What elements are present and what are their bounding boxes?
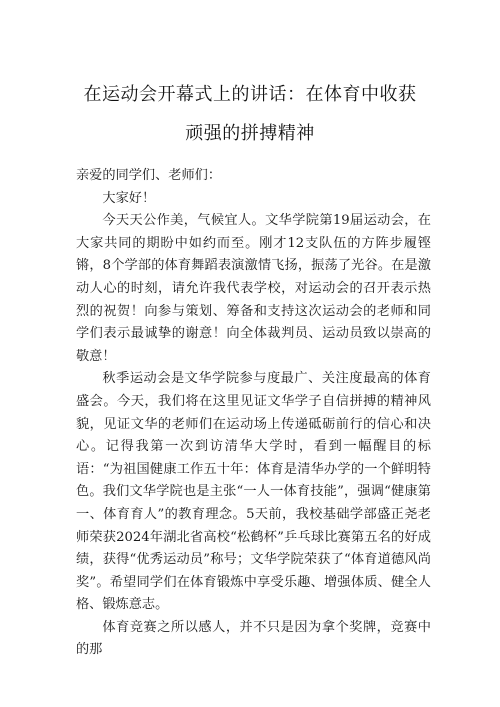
salutation: 亲爱的同学们、老师们： (76, 168, 222, 183)
paragraph-1: 今天天公作美，气候宜人。文华学院第19届运动会，在大家共同的期盼中如约而至。刚才12支队伍的方阵步履铿锵，8个学部的体育舞蹈表演激情飞扬，振荡了光谷。在是激动人心的时刻，请允许我代表学校，对运动会的召开表示热烈的祝贺！向参与策划、筹备和支持这次运动会的老师和同学们表示最诚挚的谢意！向全体裁判员、运动员致以崇高的敬意！ (76, 213, 431, 364)
document-title-line-1: 在运动会开幕式上的讲话：在体育中收获 (83, 84, 417, 105)
paragraph-3: 体育竞赛之所以感人，并不只是因为拿个奖牌，竞赛中的那 (76, 619, 431, 658)
greeting: 大家好！ (102, 190, 156, 206)
document-title-line-2: 顽强的拼搏精神 (185, 123, 315, 144)
document-body (76, 165, 431, 662)
paragraph-2: 秋季运动会是文华学院参与度最广、关注度最高的体育盛会。今天，我们将在这里见证文华学子自信拼搏的精神风貌，见证文华的老师们在运动场上传递砥砺前行的信心和决心。记得我第一次到访清华大学时，看到一幅醒目的标语：“为祖国健康工作五十年：体育是清华办学的一个鲜明特色。我们文华学院也是主张“一人一体育技能”，强调“健康第一、体育育人”的教育理念。5天前，我校基础学部盛正尧老师荣获2024年湖北省高校“松鹤杯”乒乓球比赛第五名的好成绩，获得“优秀运动员”称号；文华学院荣获了“体育道德风尚奖”。希望同学们在体育锻炼中享受乐趣、增强体质、健全人格、锻炼意志。 (76, 371, 431, 613)
